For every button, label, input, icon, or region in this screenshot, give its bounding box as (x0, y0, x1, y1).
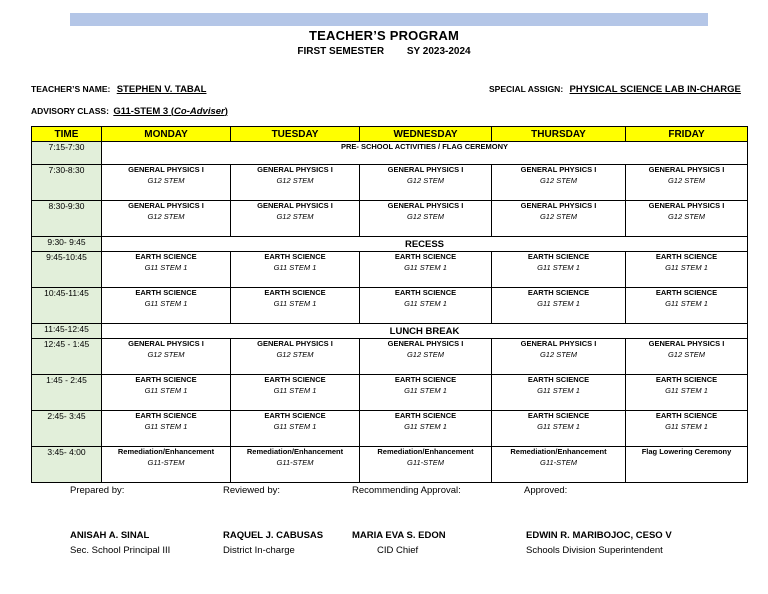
schedule-row (32, 237, 748, 252)
section-label: G12 STEM (276, 212, 314, 221)
header-color-bar (70, 13, 708, 26)
section-label: G11 STEM 1 (665, 299, 708, 308)
approved-role: Schools Division Superintendent (526, 545, 663, 556)
time-cell: 7:30-8:30 (32, 165, 102, 201)
time-cell: 12:45 - 1:45 (32, 339, 102, 375)
section-label: G12 STEM (147, 212, 185, 221)
section-label: G12 STEM (667, 350, 706, 359)
subject-label: GENERAL PHYSICS I (128, 201, 204, 210)
class-cell-wednesday (360, 447, 492, 483)
section-label: G11 STEM 1 (665, 386, 708, 395)
schedule-row (32, 288, 748, 324)
section-label: G11-STEM (147, 458, 185, 467)
header-time: TIME (32, 127, 102, 142)
special-assign-label: SPECIAL ASSIGN: (489, 84, 564, 94)
class-cell-friday (626, 252, 748, 288)
section-label: G12 STEM (406, 176, 445, 185)
reviewed-by-name: RAQUEL J. CABUSAS (223, 530, 324, 541)
subject-label: EARTH SCIENCE (655, 288, 718, 297)
time-cell: 1:45 - 2:45 (32, 375, 102, 411)
schedule-row (32, 252, 748, 288)
schedule-row (32, 324, 748, 339)
class-cell-tuesday (231, 447, 360, 483)
teacher-name: STEPHEN V. TABAL (116, 84, 207, 95)
subject-label: EARTH SCIENCE (394, 252, 457, 261)
class-cell-friday (626, 375, 748, 411)
class-cell-friday (626, 339, 748, 375)
class-cell-wednesday (360, 288, 492, 324)
subject-label: EARTH SCIENCE (135, 252, 197, 261)
subject-label: Flag Lowering Ceremony (641, 447, 732, 456)
section-label: G11 STEM 1 (144, 299, 188, 308)
break-cell: LUNCH BREAK (102, 324, 748, 339)
subject-label: EARTH SCIENCE (655, 375, 718, 384)
subject-label: GENERAL PHYSICS I (257, 339, 333, 348)
class-cell-thursday (492, 288, 626, 324)
class-cell-monday (102, 339, 231, 375)
subject-label: Remediation/Enhancement (117, 447, 215, 456)
section-label: G12 STEM (667, 176, 706, 185)
header-friday: FRIDAY (626, 127, 748, 142)
class-cell-friday (626, 288, 748, 324)
schedule-row (32, 375, 748, 411)
class-cell-thursday (492, 411, 626, 447)
recommending-role: CID Chief (377, 545, 419, 556)
header-monday: MONDAY (102, 127, 231, 142)
class-cell-tuesday (231, 288, 360, 324)
section-label: G12 STEM (667, 212, 706, 221)
subject-label: EARTH SCIENCE (527, 252, 590, 261)
section-label: G11 STEM 1 (144, 263, 188, 272)
special-assignment-line (489, 84, 741, 95)
time-cell: 7:15-7:30 (32, 142, 102, 165)
subject-label: EARTH SCIENCE (135, 375, 197, 384)
section-label: G11 STEM 1 (404, 299, 447, 308)
section-label: G11 STEM 1 (144, 422, 188, 431)
recommending-approval-label: Recommending Approval: (352, 485, 461, 496)
section-label: G11 STEM 1 (537, 299, 580, 308)
schedule-row (32, 201, 748, 237)
subject-label: EARTH SCIENCE (135, 411, 197, 420)
time-cell: 9:45-10:45 (32, 252, 102, 288)
schedule-row (32, 165, 748, 201)
class-cell-tuesday (231, 201, 360, 237)
schedule-table (31, 126, 748, 483)
subject-label: Remediation/Enhancement (377, 447, 474, 456)
class-cell-monday (102, 201, 231, 237)
schedule-row (32, 447, 748, 483)
class-cell-friday (626, 201, 748, 237)
advisory-label: ADVISORY CLASS: (31, 106, 109, 116)
class-cell-tuesday (231, 339, 360, 375)
header-thursday: THURSDAY (492, 127, 626, 142)
reviewed-by-label: Reviewed by: (223, 485, 281, 496)
class-cell-wednesday (360, 339, 492, 375)
prepared-by-label: Prepared by: (70, 485, 125, 496)
schedule-row (32, 339, 748, 375)
section-label: G11 STEM 1 (537, 263, 580, 272)
section-label: G12 STEM (147, 350, 185, 359)
class-cell-monday (102, 252, 231, 288)
subject-label: EARTH SCIENCE (527, 411, 590, 420)
section-label: G11 STEM 1 (273, 386, 317, 395)
school-year: SY 2023-2024 (406, 46, 471, 57)
semester-line (0, 46, 768, 57)
class-cell-friday (626, 165, 748, 201)
section-label: G11 STEM 1 (537, 422, 580, 431)
subject-label: GENERAL PHYSICS I (648, 165, 725, 174)
time-cell: 3:45- 4:00 (32, 447, 102, 483)
subject-label: GENERAL PHYSICS I (128, 339, 204, 348)
reviewed-by-role: District In-charge (223, 545, 295, 556)
class-cell-monday (102, 165, 231, 201)
class-cell-thursday (492, 252, 626, 288)
schedule-row (32, 142, 748, 165)
subject-label: EARTH SCIENCE (394, 375, 457, 384)
class-cell-thursday (492, 165, 626, 201)
section-label: G11 STEM 1 (404, 386, 447, 395)
subject-label: Remediation/Enhancement (246, 447, 344, 456)
section-label: G11 STEM 1 (665, 263, 708, 272)
section-label: G12 STEM (539, 176, 578, 185)
time-cell: 10:45-11:45 (32, 288, 102, 324)
section-label: G11 STEM 1 (273, 299, 317, 308)
section-label: G12 STEM (276, 176, 314, 185)
subject-label: EARTH SCIENCE (264, 288, 326, 297)
subject-label: EARTH SCIENCE (394, 411, 457, 420)
subject-label: GENERAL PHYSICS I (387, 165, 464, 174)
prepared-by-role: Sec. School Principal III (70, 545, 171, 556)
class-cell-tuesday (231, 411, 360, 447)
special-assign-value: PHYSICAL SCIENCE LAB IN-CHARGE (569, 84, 741, 95)
subject-label: EARTH SCIENCE (527, 375, 590, 384)
time-cell: 9:30- 9:45 (32, 237, 102, 252)
class-cell-friday (626, 411, 748, 447)
class-cell-monday (102, 375, 231, 411)
subject-label: GENERAL PHYSICS I (257, 201, 333, 210)
class-cell-monday (102, 411, 231, 447)
class-cell-thursday (492, 447, 626, 483)
time-cell: 2:45- 3:45 (32, 411, 102, 447)
class-cell-wednesday (360, 411, 492, 447)
section-label: G12 STEM (147, 176, 185, 185)
section-label: G12 STEM (276, 350, 314, 359)
teacher-name-label: TEACHER’S NAME: (31, 84, 111, 94)
section-label: G11-STEM (540, 458, 577, 467)
prepared-by-name: ANISAH A. SINAL (70, 530, 150, 541)
section-label: G12 STEM (406, 212, 445, 221)
schedule-row (32, 411, 748, 447)
subject-label: EARTH SCIENCE (527, 288, 590, 297)
semester-label: FIRST SEMESTER (297, 46, 385, 57)
class-cell-tuesday (231, 165, 360, 201)
subject-label: GENERAL PHYSICS I (257, 165, 333, 174)
section-label: G12 STEM (406, 350, 445, 359)
class-cell-thursday (492, 375, 626, 411)
class-cell-wednesday (360, 165, 492, 201)
subject-label: EARTH SCIENCE (264, 411, 326, 420)
subject-label: GENERAL PHYSICS I (648, 201, 725, 210)
time-cell: 11:45-12:45 (32, 324, 102, 339)
subject-label: GENERAL PHYSICS I (387, 339, 464, 348)
subject-label: GENERAL PHYSICS I (520, 339, 597, 348)
class-cell-friday (626, 447, 748, 483)
subject-label: EARTH SCIENCE (655, 252, 718, 261)
class-cell-thursday (492, 339, 626, 375)
pre-school-activities: PRE- SCHOOL ACTIVITIES / FLAG CEREMONY (102, 142, 748, 165)
header-row (32, 127, 748, 142)
subject-label: EARTH SCIENCE (135, 288, 197, 297)
advisory-class-line (31, 106, 228, 117)
section-label: G11 STEM 1 (144, 386, 188, 395)
subject-label: EARTH SCIENCE (264, 375, 326, 384)
class-cell-tuesday (231, 252, 360, 288)
break-cell: RECESS (102, 237, 748, 252)
subject-label: GENERAL PHYSICS I (128, 165, 204, 174)
advisory-class: G11-STEM 3 (113, 106, 169, 117)
class-cell-wednesday (360, 375, 492, 411)
page-title: TEACHER’S PROGRAM (308, 28, 460, 43)
header-wednesday: WEDNESDAY (360, 127, 492, 142)
subject-label: GENERAL PHYSICS I (648, 339, 725, 348)
advisory-role: Co-Adviser (174, 106, 225, 117)
section-label: G11-STEM (407, 458, 444, 467)
teacher-name-line (31, 84, 206, 95)
class-cell-wednesday (360, 252, 492, 288)
section-label: G11 STEM 1 (537, 386, 580, 395)
subject-label: GENERAL PHYSICS I (520, 165, 597, 174)
subject-label: EARTH SCIENCE (264, 252, 326, 261)
advisory-value: G11-STEM 3 (Co-Adviser) (113, 106, 228, 117)
class-cell-monday (102, 288, 231, 324)
section-label: G12 STEM (539, 350, 578, 359)
class-cell-monday (102, 447, 231, 483)
subject-label: GENERAL PHYSICS I (387, 201, 464, 210)
section-label: G11-STEM (276, 458, 314, 467)
time-cell: 8:30-9:30 (32, 201, 102, 237)
class-cell-thursday (492, 201, 626, 237)
section-label: G12 STEM (539, 212, 578, 221)
recommending-name: MARIA EVA S. EDON (352, 530, 446, 541)
approved-name: EDWIN R. MARIBOJOC, CESO V (526, 530, 672, 541)
class-cell-tuesday (231, 375, 360, 411)
section-label: G11 STEM 1 (273, 263, 317, 272)
subject-label: EARTH SCIENCE (394, 288, 457, 297)
section-label: G11 STEM 1 (404, 422, 447, 431)
section-label: G11 STEM 1 (273, 422, 317, 431)
subject-label: GENERAL PHYSICS I (520, 201, 597, 210)
section-label: G11 STEM 1 (404, 263, 447, 272)
section-label: G11 STEM 1 (665, 422, 708, 431)
header-tuesday: TUESDAY (231, 127, 360, 142)
subject-label: Remediation/Enhancement (510, 447, 607, 456)
approved-label: Approved: (524, 485, 568, 496)
subject-label: EARTH SCIENCE (655, 411, 718, 420)
class-cell-wednesday (360, 201, 492, 237)
